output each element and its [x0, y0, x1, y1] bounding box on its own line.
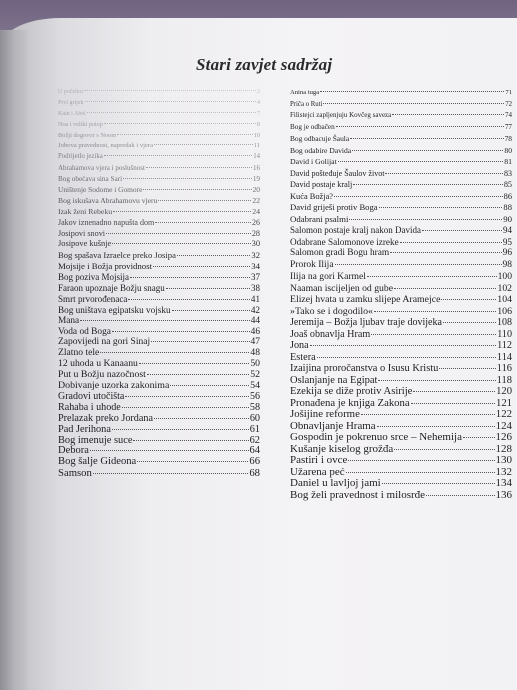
toc-entry: [58, 185, 260, 196]
toc-entry-page: 118: [496, 374, 512, 386]
toc-entry-page: 41: [250, 293, 260, 304]
toc-entry: [58, 294, 260, 305]
toc-entry: [290, 271, 512, 283]
toc-entry: [58, 174, 260, 185]
toc-entry-title: Jošijine reforme: [290, 408, 360, 420]
dot-leader: [153, 266, 250, 267]
dot-leader: [158, 200, 251, 201]
toc-entry: [58, 87, 260, 98]
dot-leader: [125, 396, 249, 397]
toc-entry-title: Prorok Ilija: [290, 259, 334, 270]
toc-left-column: [58, 87, 260, 479]
toc-entry: [58, 218, 260, 229]
dot-leader: [133, 440, 248, 441]
toc-entry: [58, 414, 260, 425]
dot-leader: [177, 255, 251, 256]
dot-leader: [170, 385, 249, 386]
dot-leader: [137, 461, 248, 462]
toc-entry-title: Kuća Božja?: [290, 191, 334, 201]
dot-leader: [90, 450, 249, 451]
toc-entry: [58, 283, 260, 294]
toc-entry-page: 50: [250, 358, 260, 370]
toc-entry-title: Izak ženi Rebeku: [58, 206, 113, 216]
toc-entry-page: 114: [496, 351, 512, 363]
toc-entry: [58, 229, 260, 240]
toc-entry-title: Voda od Boga: [58, 326, 111, 337]
toc-entry-page: 120: [496, 386, 512, 397]
dot-leader: [441, 299, 496, 300]
toc-entry-page: 44: [250, 315, 260, 326]
dot-leader: [117, 134, 252, 135]
dot-leader: [443, 322, 496, 323]
toc-entry: [58, 425, 260, 436]
dot-leader: [463, 437, 495, 438]
toc-entry-title: Bog imenuje suce: [58, 434, 133, 446]
toc-entry-page: 42: [250, 304, 260, 315]
toc-entry-page: 66: [249, 456, 260, 468]
toc-entry-title: Zlatno tele: [58, 347, 100, 359]
toc-entry-title: Priča o Ruti: [290, 100, 323, 108]
toc-entry: [290, 375, 512, 387]
toc-entry-title: Faraon upoznaje Božju snagu: [58, 283, 165, 294]
dot-leader: [112, 243, 250, 244]
dot-leader: [350, 138, 503, 139]
dot-leader: [310, 345, 496, 346]
toc-entry-title: Bog odbacuje Šaula: [290, 134, 350, 143]
toc-entry-title: Anina tuga: [290, 89, 320, 96]
page-title: Stari zavjet sadržaj: [196, 55, 333, 74]
dot-leader: [317, 357, 496, 358]
toc-entry-title: Jobova pravednost, napredak i vjera: [58, 142, 154, 150]
toc-entry-page: 94: [503, 225, 512, 235]
toc-entry-title: Pad Jerihona: [58, 423, 111, 435]
toc-entry-title: »Tako se i dogodilo«: [290, 305, 373, 317]
toc-entry-page: 100: [497, 271, 512, 282]
toc-entry: [58, 163, 260, 174]
toc-entry: [58, 98, 260, 109]
toc-entry-title: Jeremija – Božja ljubav traje dovijeka: [290, 317, 442, 328]
toc-entry: [290, 294, 512, 306]
toc-entry-title: Bog je odbačen: [290, 122, 335, 131]
toc-entry-title: Dobivanje uzorka zakonima: [58, 380, 170, 392]
toc-entry-title: 12 uhoda u Kanaanu: [58, 358, 138, 370]
toc-entry-title: U početku: [58, 89, 83, 95]
dot-leader: [400, 242, 502, 243]
toc-entry-page: 38: [251, 283, 260, 294]
toc-entry: [290, 99, 512, 111]
toc-entry-page: 4: [257, 99, 260, 106]
toc-entry: [290, 363, 512, 375]
toc-entry-page: 102: [497, 282, 512, 294]
dot-leader: [377, 426, 495, 427]
toc-entry-page: 62: [249, 434, 260, 446]
dot-leader: [382, 483, 495, 484]
toc-entry-page: 122: [495, 408, 512, 420]
toc-entry: [290, 340, 512, 352]
toc-entry: [290, 179, 512, 191]
dot-leader: [151, 341, 249, 342]
dot-leader: [422, 230, 502, 231]
toc-entry-title: Prvi grijeh: [58, 99, 84, 106]
dot-leader: [348, 460, 494, 461]
toc-entry-title: Bog želi pravednost i milosrđe: [290, 488, 426, 501]
dot-leader: [166, 288, 250, 289]
dot-leader: [146, 167, 252, 168]
toc-entry-title: Podrijetlo jezika: [58, 153, 103, 161]
toc-entry-page: 47: [250, 337, 260, 348]
toc-entry: [290, 386, 512, 398]
toc-entry-title: Joaš obnavlja Hram: [290, 328, 371, 340]
dot-leader: [93, 473, 248, 474]
toc-entry-page: 11: [253, 142, 260, 150]
toc-entry-page: 80: [504, 145, 512, 155]
toc-entry-page: 46: [250, 326, 260, 337]
toc-entry-title: Rahaba i uhode: [58, 401, 121, 413]
toc-entry-title: Božji dogovor s Noom: [58, 131, 117, 139]
toc-entry-title: Kain i Abel: [58, 110, 86, 117]
dot-leader: [154, 418, 249, 419]
toc-entry-title: Filistejci zapljenjuju Kovčeg saveza: [290, 111, 392, 119]
dot-leader: [320, 91, 504, 92]
dot-leader: [80, 320, 250, 321]
toc-entry-page: 61: [249, 423, 260, 435]
toc-entry: [290, 145, 512, 157]
toc-entry-title: Kušanje kiselog grožđa: [290, 442, 394, 455]
toc-entry-title: Naaman iscijeljen od gube: [290, 282, 394, 294]
toc-entry-title: Abrahamova vjera i poslušnost: [58, 164, 145, 173]
dot-leader: [367, 276, 497, 277]
toc-entry-page: 77: [504, 122, 512, 131]
toc-entry-page: 96: [502, 248, 512, 258]
toc-entry: [290, 237, 512, 249]
toc-entry-title: Obnavljanje Hrama: [290, 419, 376, 432]
toc-entry-title: Samson: [58, 467, 92, 480]
toc-entry: [58, 196, 260, 207]
dot-leader: [349, 219, 502, 220]
dot-leader: [413, 391, 495, 392]
toc-entry: [290, 478, 512, 490]
dot-leader: [346, 472, 495, 473]
toc-entry: [290, 191, 512, 203]
dot-leader: [84, 90, 256, 91]
toc-entry-page: 10: [253, 131, 260, 139]
toc-entry-page: 112: [497, 340, 512, 351]
toc-entry-page: 30: [251, 239, 260, 249]
toc-entry-title: Ezekija se diže protiv Asirije: [290, 386, 413, 397]
toc-entry-page: 48: [250, 347, 260, 359]
dot-leader: [323, 103, 504, 104]
toc-entry-page: 116: [496, 363, 512, 374]
toc-entry-title: Odabrani psalmi: [290, 213, 349, 224]
toc-entry-title: Noa i veliki potop: [58, 120, 103, 128]
toc-entry-page: 110: [497, 328, 512, 340]
toc-entry-page: 54: [250, 380, 260, 392]
toc-entry-title: Debora: [58, 445, 89, 457]
toc-entry-title: Bog uništava egipatsku vojsku: [58, 304, 171, 315]
toc-entry-page: 64: [249, 445, 260, 457]
toc-entry-title: Zapovijedi na gori Sinaj: [58, 337, 151, 348]
toc-entry-page: 14: [253, 153, 260, 161]
dot-leader: [371, 334, 496, 335]
toc-entry-page: 128: [495, 442, 512, 455]
toc-entry-page: 52: [250, 369, 260, 381]
toc-entry-page: 134: [495, 477, 512, 489]
toc-entry: [290, 306, 512, 318]
dot-leader: [361, 414, 495, 415]
dot-leader: [385, 173, 503, 174]
toc-entry: [58, 250, 260, 261]
toc-entry-page: 20: [252, 185, 260, 195]
toc-entry: [58, 305, 260, 316]
toc-entry-page: 16: [253, 164, 260, 173]
toc-entry-title: Salomon postaje kralj nakon Davida: [290, 225, 421, 235]
toc-entry-title: Smrt prvorođenaca: [58, 293, 128, 304]
toc-entry: [290, 122, 512, 134]
toc-entry-title: Bog spašava Izraelce preko Josipa: [58, 250, 176, 261]
toc-entry-page: 58: [249, 401, 260, 413]
toc-entry-page: 98: [502, 259, 512, 270]
toc-entry-page: 56: [250, 390, 260, 402]
toc-entry-title: Izaijina proročanstva o Isusu Kristu: [290, 363, 439, 374]
toc-entry-title: Josipove kušnje: [58, 239, 112, 249]
toc-entry: [290, 352, 512, 364]
toc-entry-title: Oslanjanje na Egipat: [290, 374, 378, 386]
dot-leader: [87, 112, 256, 113]
toc-entry-title: Bog iskušava Abrahamovu vjeru: [58, 195, 158, 205]
toc-entry-title: David i Golijat: [290, 157, 337, 166]
dot-leader: [123, 178, 252, 179]
dot-leader: [334, 196, 503, 197]
toc-entry: [58, 316, 260, 327]
toc-entry-title: Elizej hvata u zamku slijepe Aramejce: [290, 294, 441, 305]
toc-entry-page: 7: [257, 110, 260, 117]
toc-entry-title: Užarena peć: [290, 465, 345, 478]
toc-entry-page: 88: [503, 202, 512, 212]
dot-leader: [379, 207, 503, 208]
dot-leader: [353, 184, 503, 185]
toc-entry-page: 78: [504, 134, 512, 143]
toc-entry-page: 71: [505, 89, 512, 96]
toc-entry: [290, 168, 512, 180]
dot-leader: [112, 331, 250, 332]
dot-leader: [338, 161, 503, 162]
toc-entry-title: Estera: [290, 351, 316, 363]
toc-entry: [290, 490, 512, 502]
toc-entry-title: Pronađena je knjiga Zakona: [290, 396, 410, 409]
toc-entry-page: 32: [251, 250, 260, 261]
dot-leader: [426, 495, 494, 496]
toc-entry: [290, 455, 512, 467]
dot-leader: [85, 101, 257, 102]
toc-entry: [58, 120, 260, 131]
toc-entry: [290, 248, 512, 260]
toc-entry-page: 90: [503, 213, 512, 224]
toc-entry-title: Odabrane Salomonove izreke: [290, 236, 399, 247]
toc-entry-page: 124: [495, 419, 512, 432]
toc-entry: [290, 110, 512, 122]
toc-entry-title: David pošteđuje Šaulov život: [290, 168, 385, 178]
toc-entry-page: 83: [504, 168, 512, 178]
toc-entry-page: 2: [257, 89, 260, 95]
toc-entry: [290, 317, 512, 329]
toc-entry-title: David postaje kralj: [290, 180, 353, 189]
dot-leader: [336, 126, 504, 127]
toc-entry: [58, 261, 260, 272]
toc-entry-page: 26: [252, 217, 260, 227]
toc-entry: [290, 260, 512, 272]
toc-entry-title: Gradovi utočišta: [58, 390, 125, 402]
dot-leader: [104, 155, 252, 156]
toc-entry-page: 81: [504, 157, 512, 166]
toc-entry-title: Bog obećava sina Sari: [58, 175, 123, 184]
toc-entry-title: Bog šalje Gideona: [58, 456, 137, 468]
toc-entry-page: 106: [497, 305, 512, 317]
toc-entry-page: 22: [252, 195, 260, 205]
toc-entry-page: 108: [497, 317, 512, 328]
toc-entry: [58, 239, 260, 250]
toc-entry: [58, 327, 260, 338]
toc-entry: [58, 141, 260, 152]
toc-entry-title: Jona: [290, 340, 309, 351]
toc-entry-title: Mana: [58, 315, 80, 326]
toc-entry: [290, 202, 512, 214]
toc-right-column: [290, 87, 512, 501]
toc-entry-page: 60: [249, 412, 260, 424]
toc-entry-page: 121: [495, 396, 512, 409]
toc-entry-page: 28: [251, 228, 260, 238]
toc-entry: [290, 133, 512, 145]
dot-leader: [154, 144, 253, 145]
toc-entry-page: 37: [251, 272, 260, 283]
dot-leader: [100, 352, 249, 353]
toc-entry: [290, 432, 512, 444]
toc-entry-title: Bog poziva Mojsija: [58, 272, 129, 283]
toc-entry: [58, 131, 260, 142]
dot-leader: [172, 310, 250, 311]
toc-entry-title: Ilija na gori Karmel: [290, 271, 366, 282]
dot-leader: [352, 150, 503, 151]
dot-leader: [130, 277, 250, 278]
toc-entry-page: 24: [252, 206, 260, 216]
dot-leader: [378, 380, 495, 381]
toc-entry-title: Uništenje Sodome i Gomore: [58, 185, 143, 195]
toc-entry-page: 68: [249, 467, 260, 480]
toc-entry-title: Jakov iznenadno napušta dom: [58, 217, 155, 227]
dot-leader: [122, 407, 249, 408]
toc-entry: [58, 272, 260, 283]
toc-entry-page: 104: [497, 294, 512, 305]
toc-entry-page: 34: [251, 261, 260, 272]
dot-leader: [106, 233, 251, 234]
dot-leader: [155, 222, 251, 223]
toc-entry-title: Put u Božju nazočnost: [58, 369, 146, 381]
toc-entry-page: 126: [495, 431, 512, 443]
toc-entry-page: 74: [505, 111, 512, 119]
dot-leader: [139, 363, 249, 364]
toc-entry-page: 95: [502, 236, 512, 247]
page-gutter-shadow: [0, 30, 30, 690]
toc-entry: [290, 214, 512, 226]
dot-leader: [394, 449, 494, 450]
dot-leader: [147, 374, 249, 375]
toc-entry-title: Daniel u lavljoj jami: [290, 477, 381, 489]
toc-entry: [58, 109, 260, 120]
toc-entry-page: 86: [503, 191, 512, 201]
dot-leader: [411, 403, 495, 404]
dot-leader: [439, 368, 495, 369]
dot-leader: [128, 299, 249, 300]
toc-entry: [290, 329, 512, 341]
toc-entry-page: 132: [495, 465, 512, 478]
dot-leader: [113, 211, 251, 212]
toc-entry-page: 8: [256, 120, 260, 128]
toc-entry-page: 130: [495, 454, 512, 466]
dot-leader: [394, 288, 496, 289]
dot-leader: [390, 252, 501, 253]
toc-entry: [290, 156, 512, 168]
toc-entry-title: Salomon gradi Bogu hram: [290, 248, 390, 258]
toc-entry: [290, 225, 512, 237]
toc-entry: [290, 409, 512, 421]
toc-entry-title: Mojsije i Božja providnost: [58, 261, 153, 272]
toc-entry-title: David griješi protiv Boga: [290, 202, 378, 212]
toc-entry-title: Josipovi snovi: [58, 228, 106, 238]
toc-entry-page: 136: [495, 488, 512, 501]
toc-entry-title: Prelazak preko Jordana: [58, 412, 154, 424]
toc-entry-page: 72: [505, 100, 512, 108]
toc-entry-title: Pastiri i ovce: [290, 454, 348, 466]
toc-entry: [58, 207, 260, 218]
toc-entry-page: 19: [252, 175, 260, 184]
dot-leader: [335, 264, 502, 265]
toc-entry-title: Bog odabire Davida: [290, 145, 352, 155]
dot-leader: [112, 429, 249, 430]
dot-leader: [104, 123, 256, 124]
dot-leader: [374, 311, 496, 312]
toc-entry-page: 85: [503, 180, 512, 189]
toc-entry: [58, 468, 260, 479]
toc-entry-title: Gospodin je pokrenuo srce – Nehemija: [290, 431, 462, 443]
dot-leader: [392, 114, 504, 115]
dot-leader: [143, 189, 251, 190]
toc-entry: [58, 152, 260, 163]
toc-entry: [290, 87, 512, 99]
toc-entry: [290, 283, 512, 295]
